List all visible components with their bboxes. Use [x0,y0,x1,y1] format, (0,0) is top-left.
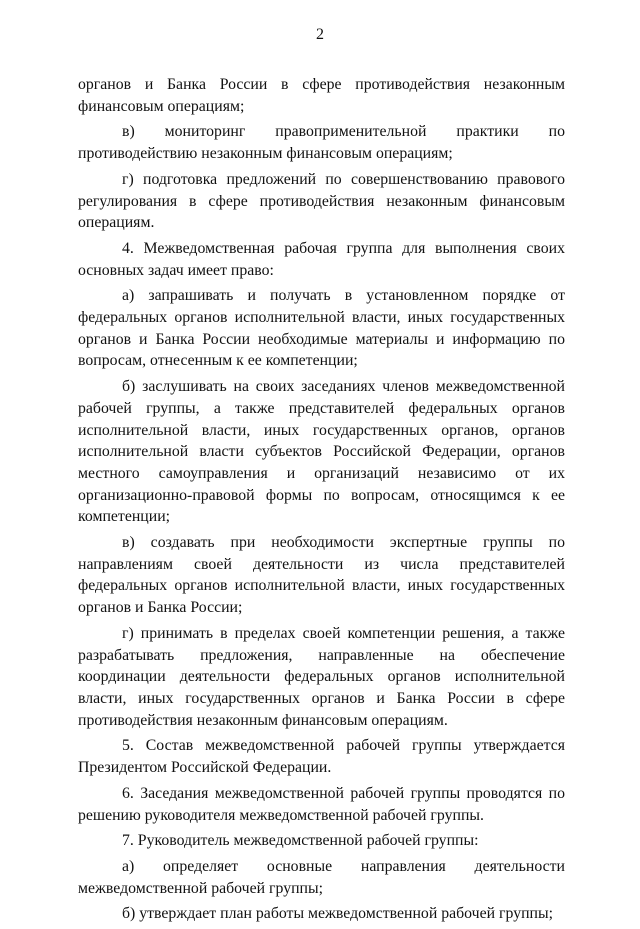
page-number: 2 [316,26,324,43]
paragraph-item-a-request: а) запрашивать и получать в установленном порядке от федеральных органов исполнительной власти, иных государственных органов и Банка России необходимые материалы и информацию по вопросам, отнесенным к ее компетенции; [78,287,565,370]
paragraph-item-a-directions: а) определяет основные направления деятельности межведомственной рабочей группы; [78,857,565,897]
paragraph-continuation: органов и Банка России в сфере противодействия незаконным финансовым операциям; [78,76,565,115]
paragraph-item-v-monitoring: в) мониторинг правоприменительной практики по противодействию незаконным финансовым операциям; [78,123,565,163]
paragraph-section-5: 5. Состав межведомственной рабочей группы утверждается Президентом Российской Федерации. [78,737,565,777]
paragraph-item-b-hear: б) заслушивать на своих заседаниях членов межведомственной рабочей группы, а также представителей федеральных органов исполнительной власти, иных государственных органов, органов исполнительной власти субъектов Российской Федерации, органов местного самоуправления и организаций независимо от их организационно-правовой формы по вопросам, относящимся к ее компетенции; [78,378,565,526]
paragraph-section-7: 7. Руководитель межведомственной рабочей группы: [122,832,479,850]
paragraph-item-b-plan: б) утверждает план работы межведомственной рабочей группы; [122,905,554,923]
paragraph-item-g-proposals: г) подготовка предложений по совершенствованию правового регулирования в сфере противодействия незаконным финансовым операциям. [78,170,565,232]
paragraph-item-g-decisions: г) принимать в пределах своей компетенции решения, а также разрабатывать предложения, направленные на обеспечение координации деятельности федеральных органов исполнительной власти, иных государственных органов и Банка России в сфере противодействия незаконным финансовым операциям. [78,624,565,729]
paragraph-section-6: 6. Заседания межведомственной рабочей группы проводятся по решению руководителя межведомственной рабочей группы. [78,784,565,824]
document-body [78,74,565,929]
paragraph-item-v-expert-groups: в) создавать при необходимости экспертные группы по направлениям своей деятельности из числа представителей федеральных органов исполнительной власти, иных государственных органов и Банка России; [78,534,565,617]
paragraph-section-4: 4. Межведомственная рабочая группа для выполнения своих основных задач имеет право: [78,239,565,279]
